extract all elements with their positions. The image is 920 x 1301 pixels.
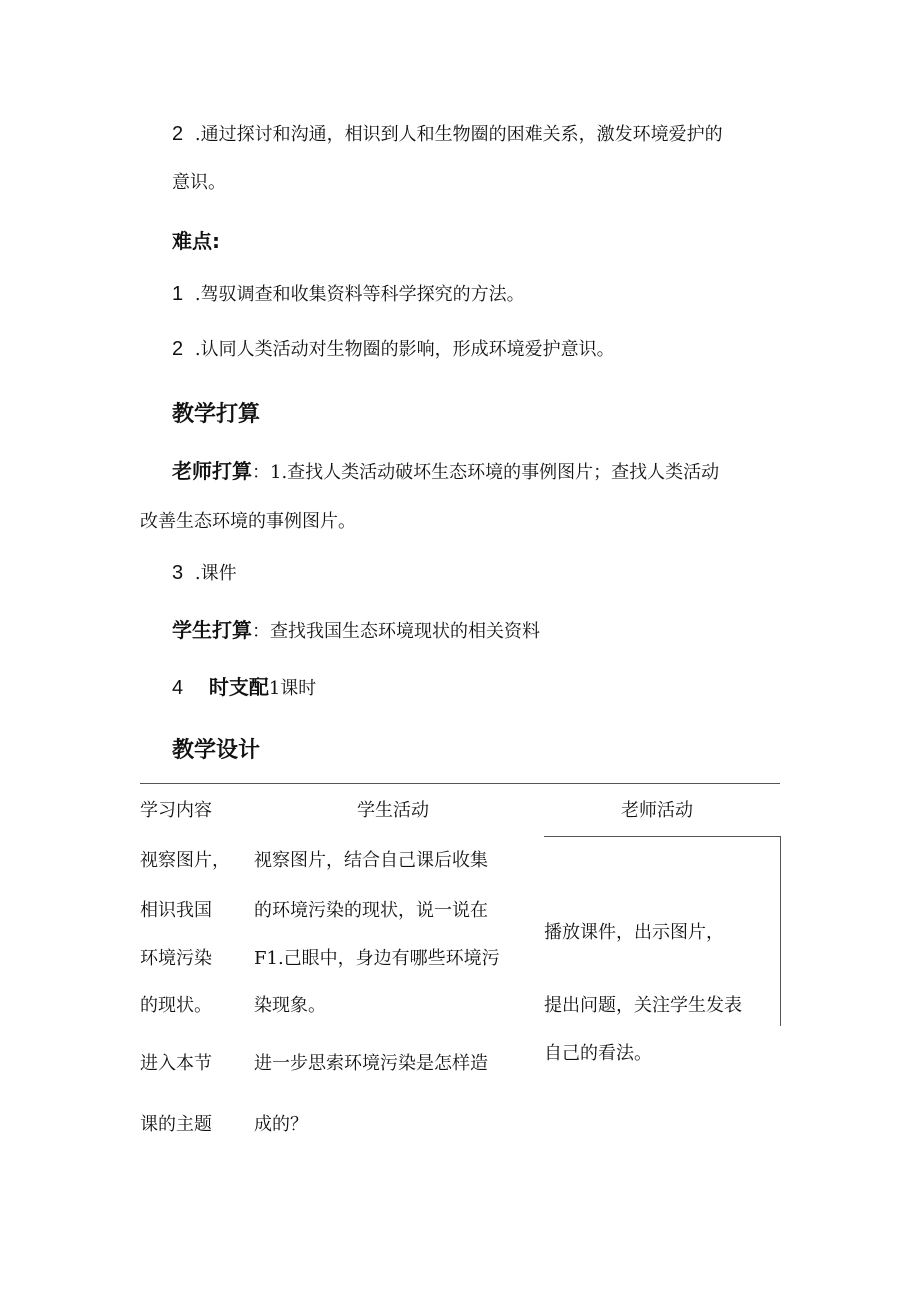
list-number: 2	[172, 338, 184, 360]
header-teacher: 老师活动	[621, 800, 693, 821]
difficulty-item-2	[172, 336, 615, 363]
preparation-title: 教学打算	[172, 402, 261, 427]
header-content: 学习内容	[140, 800, 212, 821]
student-line: F1.己眼中，身边有哪些环境污	[254, 948, 500, 969]
list-number: 3	[172, 562, 184, 584]
teacher-line: 提出问题，关注学生发表	[544, 995, 742, 1016]
student-line: 的环境污染的现状，说一说在	[254, 900, 488, 921]
design-title: 教学设计	[172, 738, 261, 763]
student-line: 成的？	[254, 1114, 308, 1135]
list-number: 2	[172, 123, 184, 145]
teacher-prep-text: 1.查找人类活动破坏生态环境的事例图片；查找人类活动	[270, 462, 720, 483]
prep-item-text: .课件	[194, 563, 237, 584]
teacher-prep-text-cont: 改善生态环境的事例图片。	[140, 511, 356, 532]
content-line: 进入本节	[140, 1053, 212, 1074]
difficulty-text: .驾驭调查和收集资料等科学探究的方法。	[194, 284, 525, 305]
student-line: 视察图片，结合自己课后收集	[254, 850, 488, 871]
student-line: 进一步思索环境污染是怎样造	[254, 1053, 488, 1074]
content-line: 的现状。	[140, 995, 212, 1016]
teacher-prep-label: 老师打算	[172, 459, 252, 483]
student-preparation	[172, 617, 540, 645]
difficulty-item-1	[172, 281, 525, 308]
content-line: 视察图片，	[140, 850, 230, 871]
teacher-prep-colon: ：	[252, 462, 270, 483]
content-line: 课的主题	[140, 1114, 212, 1135]
time-text: 1课时	[268, 678, 317, 699]
table-top-rule	[140, 783, 780, 784]
teacher-cell-top-rule	[544, 836, 781, 837]
prep-item-4	[172, 674, 316, 702]
content-line: 环境污染	[140, 948, 212, 969]
difficulty-text: .认同人类活动对生物圈的影响，形成环境爱护意识。	[194, 339, 615, 360]
student-prep-text: ：查找我国生态环境现状的相关资料	[252, 621, 540, 642]
objective-text-cont: 意识。	[172, 172, 226, 193]
time-label: 时支配	[208, 675, 269, 699]
teacher-preparation	[172, 458, 719, 486]
content-line: 相识我国	[140, 900, 212, 921]
teacher-line: 播放课件，出示图片，	[544, 922, 724, 943]
prep-item-3	[172, 560, 237, 587]
student-prep-label: 学生打算	[172, 618, 252, 642]
list-number: 4	[172, 677, 184, 699]
list-number: 1	[172, 283, 184, 305]
teacher-cell-right-rule	[780, 836, 781, 1026]
objective-item-2	[172, 121, 723, 148]
student-line: 染现象。	[254, 995, 326, 1016]
header-student: 学生活动	[357, 800, 429, 821]
objective-text: .通过探讨和沟通，相识到人和生物圈的困难关系，激发环境爱护的	[194, 124, 723, 145]
difficulties-title: 难点:	[172, 229, 220, 253]
teacher-line: 自己的看法。	[544, 1043, 652, 1064]
